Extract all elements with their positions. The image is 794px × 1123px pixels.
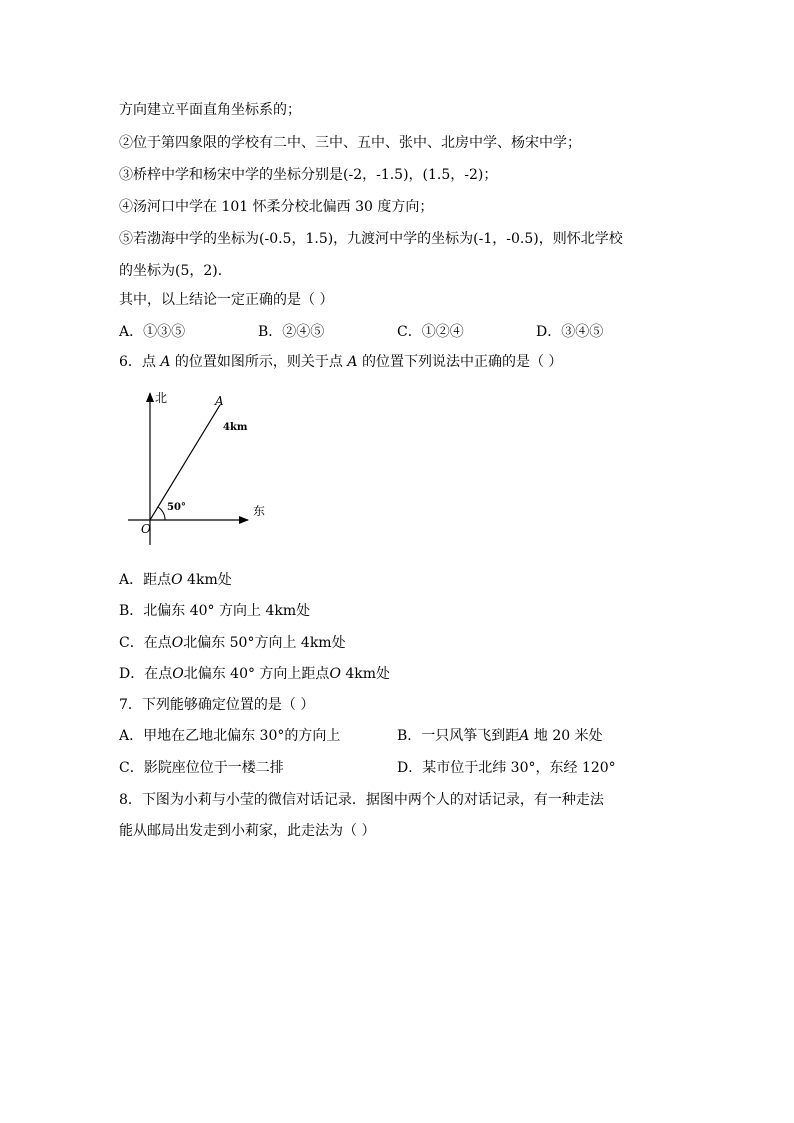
q5-statement-4: ④汤河口中学在 101 怀柔分校北偏西 30 度方向；	[119, 199, 434, 215]
q6-option-d: D．在点O北偏东 40° 方向上距点O 4km处	[119, 666, 391, 682]
q7-option-b: B．一只风筝飞到距A 地 20 米处	[397, 728, 603, 744]
q5-statement-2: ②位于第四象限的学校有二中、三中、五中、张中、北房中学、杨宋中学；	[119, 135, 581, 151]
q8-stem-line-2: 能从邮局出发走到小莉家，此走法为（ ）	[119, 823, 376, 839]
q5-statement-5-cont: 的坐标为(5，2)．	[119, 263, 232, 279]
distance-label: 4km	[223, 422, 248, 433]
q6-option-b: B．北偏东 40° 方向上 4km处	[119, 603, 311, 619]
q6-stem: 6．点 A 的位置如图所示，则关于点 A 的位置下列说法中正确的是（ ）	[119, 354, 563, 370]
q7-option-c: C．影院座位位于一楼二排	[119, 760, 284, 776]
q5-option-c: C．①②④	[397, 324, 464, 340]
east-label: 东	[253, 504, 266, 518]
north-label: 北	[155, 391, 168, 405]
q5-question: 其中，以上结论一定正确的是（ ）	[119, 292, 334, 308]
origin-label: O	[141, 522, 151, 536]
q6-option-c: C．在点O北偏东 50°方向上 4km处	[119, 635, 346, 651]
q7-option-d: D．某市位于北纬 30°，东经 120°	[397, 760, 616, 776]
angle-label: 50°	[167, 502, 186, 513]
q8-stem-line-1: 8．下图为小莉与小莹的微信对话记录．据图中两个人的对话记录，有一种走法	[119, 792, 604, 808]
q5-option-a: A．①③⑤	[119, 324, 186, 340]
q5-statement-5: ⑤若渤海中学的坐标为(-0.5，1.5)，九渡河中学的坐标为(-1，-0.5)，则怀北学校	[119, 231, 623, 247]
q7-stem: 7．下列能够确定位置的是（ ）	[119, 697, 315, 713]
q5-option-b: B．②④⑤	[258, 324, 325, 340]
direction-diagram	[120, 385, 280, 550]
q5-statement-3: ③桥梓中学和杨宋中学的坐标分别是(-2，-1.5)，(1.5，-2)；	[119, 167, 498, 183]
q5-text-line-1: 方向建立平面直角坐标系的；	[119, 102, 301, 118]
angle-arc	[158, 507, 165, 520]
point-a-label: A	[215, 394, 224, 408]
q5-option-d: D．③④⑤	[536, 324, 604, 340]
q6-option-a: A．距点O 4km处	[119, 572, 232, 588]
q7-option-a: A．甲地在乙地北偏东 30°的方向上	[119, 728, 341, 744]
